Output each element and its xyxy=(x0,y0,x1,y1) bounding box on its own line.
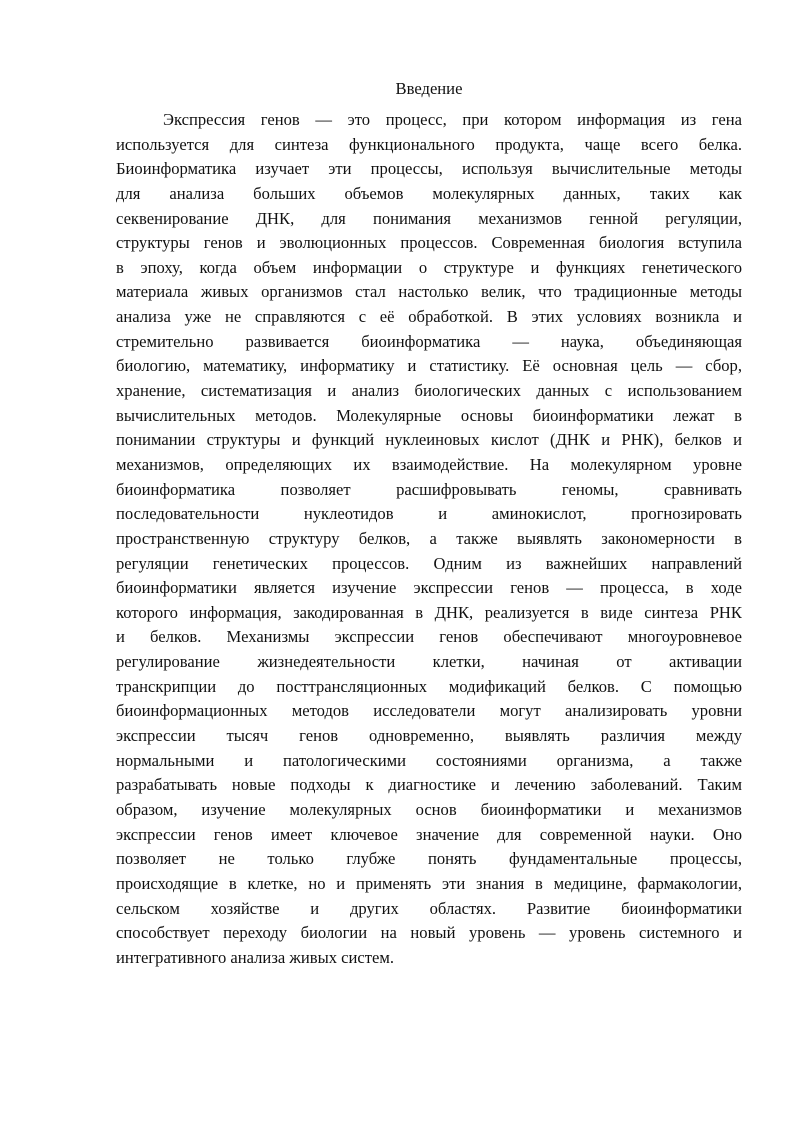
text-line: интегративного анализа живых систем. xyxy=(116,947,395,967)
text-line: материала живых организмов стал настолько велик, что традиционные методы xyxy=(116,282,742,302)
text-line: Биоинформатика изучает эти процессы, используя вычислительные методы xyxy=(116,159,742,179)
text-line: используется для синтеза функционального продукта, чаще всего белка. xyxy=(116,134,742,154)
text-line: биоинформационных методов исследователи могут анализировать уровни xyxy=(116,701,742,721)
text-line: в эпоху, когда объем информации о структуре и функциях генетического xyxy=(116,257,742,277)
text-line: вычислительных методов. Молекулярные основы биоинформатики лежат в xyxy=(116,405,742,425)
text-line: транскрипции до посттрансляционных модификаций белков. С помощью xyxy=(116,676,742,696)
text-line: происходящие в клетке, но и применять эти знания в медицине, фармакологии, xyxy=(116,873,742,893)
text-line: регулирование жизнедеятельности клетки, начиная от активации xyxy=(116,652,742,672)
text-line: разрабатывать новые подходы к диагностике и лечению заболеваний. Таким xyxy=(116,775,742,795)
text-line: механизмов, определяющих их взаимодействие. На молекулярном уровне xyxy=(116,454,742,474)
section-heading: Введение xyxy=(395,79,463,98)
text-line: пространственную структуру белков, а также выявлять закономерности в xyxy=(116,528,742,548)
text-line: структуры генов и эволюционных процессов. Современная биология вступила xyxy=(116,233,742,253)
body-paragraph xyxy=(116,108,742,970)
text-line: биологию, математику, информатику и статистику. Её основная цель — сбор, xyxy=(116,356,742,376)
text-line: анализа уже не справляются с её обработкой. В этих условиях возникла и xyxy=(116,307,742,327)
text-line: биоинформатика позволяет расшифровывать геномы, сравнивать xyxy=(116,479,742,499)
text-line: сельском хозяйстве и других областях. Развитие биоинформатики xyxy=(116,898,742,918)
text-line: хранение, систематизация и анализ биологических данных с использованием xyxy=(116,381,742,401)
text-line: и белков. Механизмы экспрессии генов обеспечивают многоуровневое xyxy=(116,627,742,647)
text-line: позволяет не только глубже понять фундаментальные процессы, xyxy=(116,849,742,869)
text-line: образом, изучение молекулярных основ биоинформатики и механизмов xyxy=(116,799,742,819)
text-line: понимании структуры и функций нуклеиновых кислот (ДНК и РНК), белков и xyxy=(116,430,742,450)
text-line: экспрессии тысяч генов одновременно, выявлять различия между xyxy=(116,726,742,746)
text-line: биоинформатики является изучение экспрессии генов — процесса, в ходе xyxy=(116,578,742,598)
text-line: последовательности нуклеотидов и аминокислот, прогнозировать xyxy=(116,504,742,524)
text-line: для анализа больших объемов молекулярных данных, таких как xyxy=(116,183,742,203)
text-line: экспрессии генов имеет ключевое значение для современной науки. Оно xyxy=(116,824,742,844)
text-line: нормальными и патологическими состояниями организма, а также xyxy=(116,750,742,770)
text-line: которого информация, закодированная в ДНК, реализуется в виде синтеза РНК xyxy=(116,602,742,622)
text-line: способствует переходу биологии на новый уровень — уровень системного и xyxy=(116,923,742,943)
text-line: секвенирование ДНК, для понимания механизмов генной регуляции, xyxy=(116,208,742,228)
text-line: Экспрессия генов — это процесс, при котором информация из гена xyxy=(163,110,742,129)
text-line: стремительно развивается биоинформатика — наука, объединяющая xyxy=(116,331,742,351)
text-line: регуляции генетических процессов. Одним из важнейших направлений xyxy=(116,553,742,573)
